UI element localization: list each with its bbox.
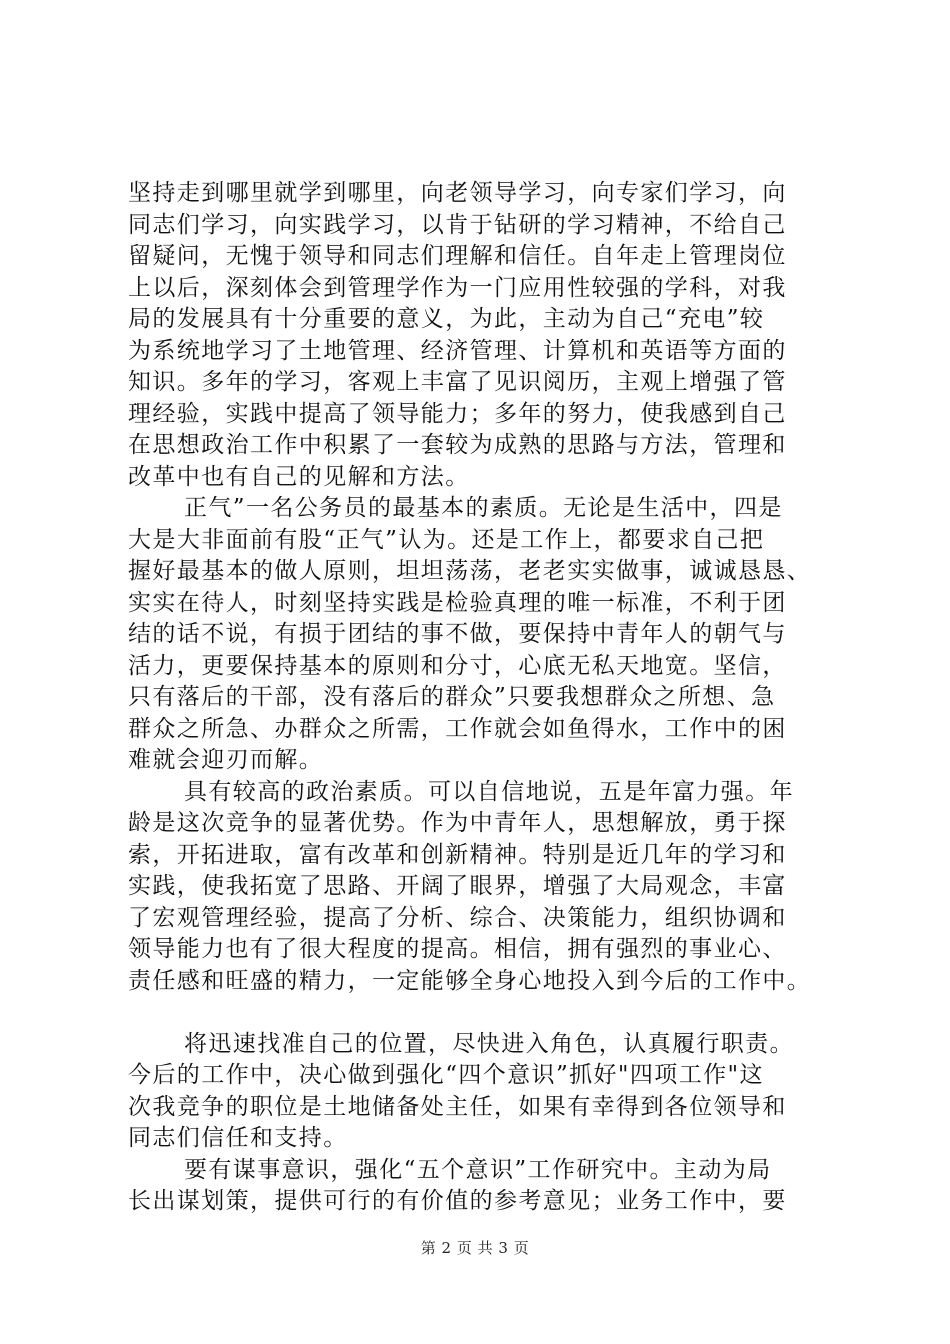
text-line: 实践，使我拓宽了思路、开阔了眼界，增强了大局观念，丰富: [128, 873, 787, 899]
text-line: 长出谋划策，提供可行的有价值的参考意见；业务工作中，要: [128, 1188, 787, 1214]
text-line: 为系统地学习了土地管理、经济管理、计算机和英语等方面的: [128, 337, 787, 364]
text-line: 实实在待人，时刻坚持实践是检验真理的唯一标准，不利于团: [128, 589, 787, 616]
document-body: [128, 178, 848, 1218]
text-line: 结的话不说，有损于团结的事不做，要保持中青年人的朝气与: [128, 621, 787, 647]
text-line: 留疑问，无愧于领导和同志们理解和信任。自年走上管理岗位: [128, 243, 787, 269]
text-line: 龄是这次竞争的显著优势。作为中青年人，思想解放，勇于探: [128, 810, 787, 836]
text-line: 知识。多年的学习，客观上丰富了见识阅历，主观上增强了管: [128, 369, 787, 395]
text-line: 正气”一名公务员的最基本的素质。无论是生活中，四是: [184, 495, 783, 521]
text-line: 大是大非面前有股“正气”认为。还是工作上，都要求自己把: [128, 526, 765, 553]
text-line: 上以后，深刻体会到管理学作为一门应用性较强的学科，对我: [128, 274, 787, 301]
text-line: 领导能力也有了很大程度的提高。相信，拥有强烈的事业心、: [128, 936, 787, 962]
text-line: 索，开拓进取，富有改革和创新精神。特别是近几年的学习和: [128, 841, 787, 868]
text-line: 同志们信任和支持。: [128, 1125, 348, 1151]
text-line: 将迅速找准自己的位置，尽快进入角色，认真履行职责。: [184, 1030, 794, 1057]
text-line: 要有谋事意识，强化“五个意识”工作研究中。主动为局: [184, 1156, 772, 1183]
text-line: 只有落后的干部，没有落后的群众”只要我想群众之所想、急: [128, 684, 776, 710]
text-line: 理经验，实践中提高了领导能力；多年的努力，使我感到自己: [128, 400, 787, 427]
text-line: 了宏观管理经验，提高了分析、综合、决策能力，组织协调和: [128, 904, 787, 931]
text-line: 在思想政治工作中积累了一套较为成熟的思路与方法，管理和: [128, 432, 787, 458]
text-line: 改革中也有自己的见解和方法。: [128, 463, 470, 490]
text-line: 同志们学习，向实践学习，以肯于钻研的学习精神，不给自己: [128, 211, 787, 238]
text-line: 责任感和旺盛的精力，一定能够全身心地投入到今后的工作中。: [128, 967, 812, 994]
blank-line: [128, 997, 848, 1029]
text-line: 握好最基本的做人原则，坦坦荡荡，老老实实做事，诚诚恳恳、: [128, 558, 812, 584]
text-line: 局的发展具有十分重要的意义，为此，主动为自己“充电”较: [128, 306, 765, 332]
text-line: 今后的工作中，决心做到强化“四个意识”抓好"四项工作"这: [128, 1062, 764, 1088]
text-line: 活力，更要保持基本的原则和分寸，心底无私天地宽。坚信，: [128, 652, 787, 679]
text-line: 难就会迎刃而解。: [128, 747, 324, 773]
text-line: 群众之所急、办群众之所需，工作就会如鱼得水，工作中的困: [128, 715, 787, 742]
page-number-footer: 第 2 页 共 3 页: [420, 1239, 530, 1257]
text-line: 坚持走到哪里就学到哪里，向老领导学习，向专家们学习，向: [128, 180, 787, 206]
text-line: 次我竞争的职位是土地储备处主任，如果有幸得到各位领导和: [128, 1093, 787, 1120]
text-line: 具有较高的政治素质。可以自信地说，五是年富力强。年: [184, 778, 794, 805]
